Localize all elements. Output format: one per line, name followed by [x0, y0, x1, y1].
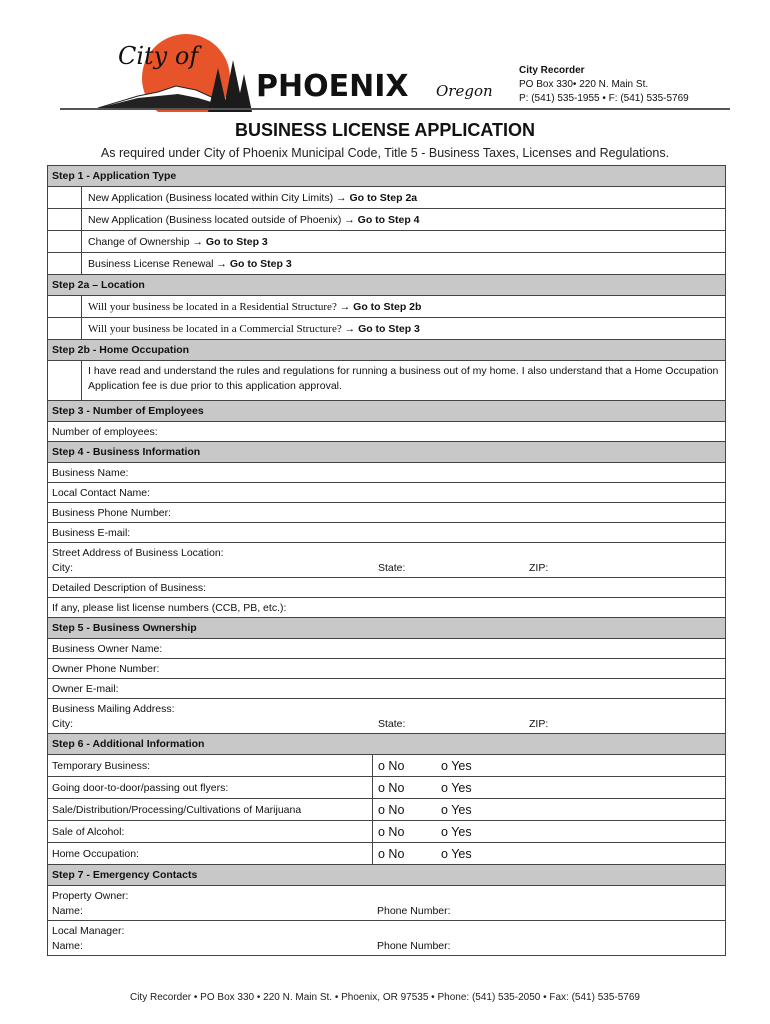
field-label: Local Contact Name: — [52, 487, 151, 499]
question-label: Sale of Alcohol: — [52, 826, 125, 838]
option-label: Change of Ownership — [88, 236, 190, 248]
step2a-option-residential[interactable] — [48, 296, 725, 318]
yes-radio[interactable]: o Yes — [441, 825, 472, 839]
field-label: Business Owner Name: — [52, 643, 163, 655]
street-label: Street Address of Business Location: — [52, 547, 224, 559]
question-label: Going door-to-door/passing out flyers: — [52, 782, 229, 794]
option-label: Will your business be located in a Commercial Structure? — [88, 323, 342, 335]
owner-phone-field[interactable] — [48, 659, 725, 679]
field-label: Business Name: — [52, 467, 129, 479]
yes-radio[interactable]: o Yes — [441, 803, 472, 817]
step1-option-change-ownership[interactable] — [48, 231, 725, 253]
state-label: State: — [378, 562, 406, 574]
recorder-phone: P: (541) 535-1955 • F: (541) 535-5769 — [519, 93, 689, 104]
business-email-field[interactable] — [48, 523, 725, 543]
step2b-header: Step 2b - Home Occupation — [48, 340, 725, 361]
goto-label: Go to Step 3 — [358, 323, 420, 335]
step1-option-outside-city[interactable] — [48, 209, 725, 231]
option-label: New Application (Business located outside of Phoenix) — [88, 214, 342, 226]
business-description-field[interactable] — [48, 578, 725, 598]
application-form — [47, 165, 726, 956]
yes-radio[interactable]: o Yes — [441, 781, 472, 795]
page-footer: City Recorder • PO Box 330 • 220 N. Main St. • Phoenix, OR 97535 • Phone: (541) 535-2050 • Fax: (541) 535-5769 — [129, 992, 640, 1003]
phone-label: Phone Number: — [377, 940, 451, 952]
local-manager-label: Local Manager: — [52, 925, 125, 937]
business-name-field[interactable] — [48, 463, 725, 483]
yes-radio[interactable]: o Yes — [441, 847, 472, 861]
field-label: Number of employees: — [52, 426, 158, 438]
zip-label: ZIP: — [529, 562, 549, 574]
arrow-right-icon: → — [344, 214, 358, 226]
option-label: Will your business be located in a Residential Structure? — [88, 301, 337, 313]
question-temporary-business — [48, 755, 725, 777]
zip-label: ZIP: — [529, 718, 549, 730]
goto-label: Go to Step 2a — [349, 192, 418, 204]
question-alcohol — [48, 821, 725, 843]
option-label: New Application (Business located within City Limits) — [88, 192, 334, 204]
logo-phoenix-text: PHOENIX — [256, 69, 409, 104]
step5-header: Step 5 - Business Ownership — [48, 618, 725, 639]
step4-header: Step 4 - Business Information — [48, 442, 725, 463]
city-of-phoenix-logo — [58, 34, 498, 112]
arrow-right-icon: → — [339, 301, 354, 313]
no-radio[interactable]: o No — [378, 847, 405, 861]
step3-header: Step 3 - Number of Employees — [48, 401, 725, 422]
step2a-header: Step 2a – Location — [48, 275, 725, 296]
owner-email-field[interactable] — [48, 679, 725, 699]
field-label: Owner Phone Number: — [52, 663, 160, 675]
step2a-option-commercial[interactable] — [48, 318, 725, 340]
arrow-right-icon: → — [216, 258, 230, 270]
local-contact-field[interactable] — [48, 483, 725, 503]
recorder-info — [519, 64, 689, 106]
logo-city-of-text: City of — [118, 42, 199, 70]
yes-radio[interactable]: o Yes — [441, 759, 472, 773]
mailing-label: Business Mailing Address: — [52, 703, 175, 715]
question-door-to-door — [48, 777, 725, 799]
owner-name-field[interactable] — [48, 639, 725, 659]
goto-label: Go to Step 3 — [205, 236, 268, 248]
question-label: Temporary Business: — [52, 760, 151, 772]
question-home-occupation — [48, 843, 725, 865]
arrow-right-icon: → — [336, 192, 350, 204]
question-marijuana — [48, 799, 725, 821]
question-label: Sale/Distribution/Processing/Cultivations of Marijuana — [52, 804, 302, 816]
field-label: If any, please list license numbers (CCB, PB, etc.): — [52, 602, 287, 614]
city-label: City: — [52, 718, 73, 730]
goto-label: Go to Step 2b — [353, 301, 422, 313]
employees-field[interactable] — [48, 422, 725, 442]
local-manager-field[interactable] — [48, 921, 725, 956]
no-radio[interactable]: o No — [378, 825, 405, 839]
name-label: Name: — [52, 940, 83, 952]
header-rule — [60, 108, 730, 110]
state-label: State: — [378, 718, 406, 730]
field-label: Owner E-mail: — [52, 683, 119, 695]
no-radio[interactable]: o No — [378, 781, 405, 795]
no-radio[interactable]: o No — [378, 803, 405, 817]
mailing-address-field[interactable] — [48, 699, 725, 734]
step1-option-renewal[interactable] — [48, 253, 725, 275]
business-phone-field[interactable] — [48, 503, 725, 523]
arrow-right-icon: → — [192, 236, 206, 248]
step1-option-within-city[interactable] — [48, 187, 725, 209]
field-label: Detailed Description of Business: — [52, 582, 207, 594]
property-owner-label: Property Owner: — [52, 890, 129, 902]
option-label: Business License Renewal — [88, 258, 214, 270]
page-subtitle: As required under City of Phoenix Municipal Code, Title 5 - Business Taxes, Licenses and Regulations. — [100, 146, 670, 160]
no-radio[interactable]: o No — [378, 759, 405, 773]
question-label: Home Occupation: — [52, 848, 139, 860]
goto-label: Go to Step 3 — [229, 258, 292, 270]
recorder-address: PO Box 330• 220 N. Main St. — [519, 79, 649, 90]
arrow-right-icon: → — [344, 323, 359, 335]
home-occupation-acknowledgement[interactable] — [48, 361, 725, 401]
field-label: Business Phone Number: — [52, 507, 172, 519]
step6-header: Step 6 - Additional Information — [48, 734, 725, 755]
business-location-field[interactable] — [48, 543, 725, 578]
property-owner-field[interactable] — [48, 886, 725, 921]
recorder-title: City Recorder — [519, 65, 585, 76]
phone-label: Phone Number: — [377, 905, 451, 917]
field-label: Business E-mail: — [52, 527, 131, 539]
acknowledgement-text: I have read and understand the rules and regulations for running a business out of my home. I also understand that a Home Occupation Application fee is due prior to this application approval. — [88, 365, 719, 392]
step7-header: Step 7 - Emergency Contacts — [48, 865, 725, 886]
name-label: Name: — [52, 905, 83, 917]
city-label: City: — [52, 562, 73, 574]
page-title: BUSINESS LICENSE APPLICATION — [234, 120, 536, 140]
license-numbers-field[interactable] — [48, 598, 725, 618]
step1-header: Step 1 - Application Type — [48, 166, 725, 187]
logo-oregon-text: Oregon — [436, 82, 493, 100]
goto-label: Go to Step 4 — [357, 214, 420, 226]
